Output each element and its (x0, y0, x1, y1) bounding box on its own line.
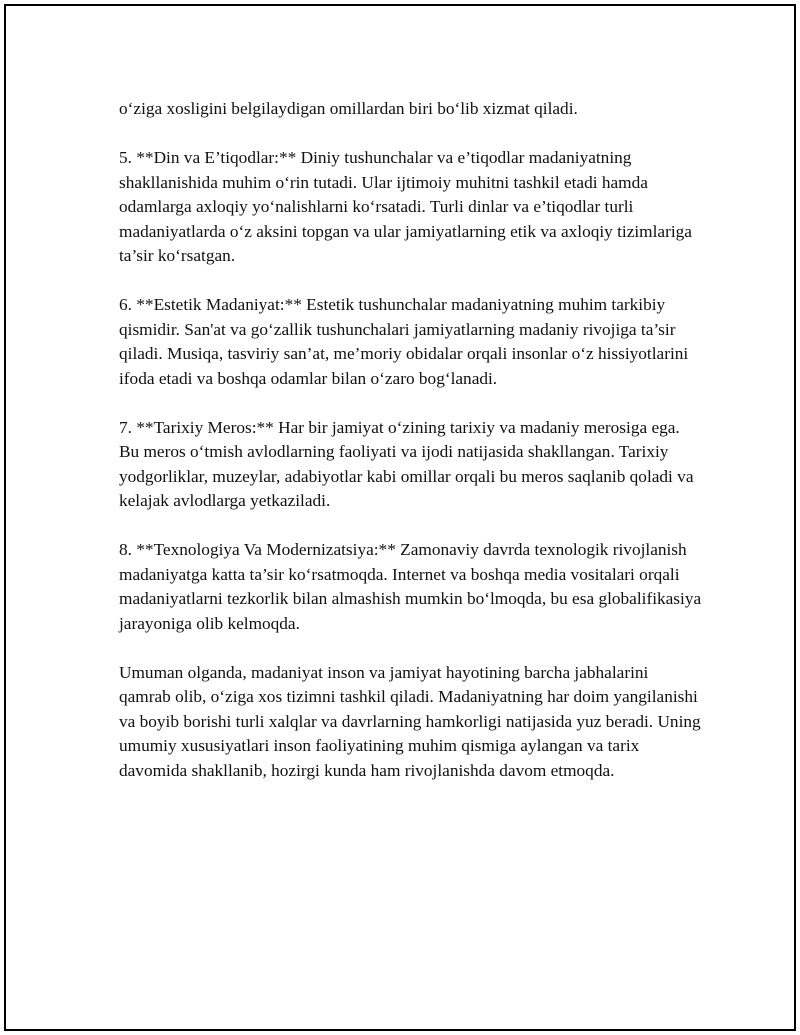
paragraph-conclusion: Umuman olganda, madaniyat inson va jamiyat hayotining barcha jabhalarini qamrab olib, oʻziga xos tizimni tashkil qiladi. Madaniyatning har doim yangilanishi va boyib borishi turli xalqlar va davrlarning hamkorligi natijasida yuz beradi. Uning umumiy xususiyatlari inson faoliyatining muhim qismiga aylangan va tarix davomida shakllanib, hozirgi kunda ham rivojlanishda davom etmoqda. (119, 662, 701, 780)
paragraph-din-va-etiqodlar: 5. **Din va E’tiqodlar:** Diniy tushunchalar va e’tiqodlar madaniyatning shakllanishida muhim oʻrin tutadi. Ular ijtimoiy muhitni tashkil etadi hamda odamlarga axloqiy yoʻnalishlarni koʻrsatadi. Turli dinlar va e’tiqodlar turli madaniyatlarda oʻz aksini topgan va ular jamiyatlarning etik va axloqiy tizimlariga ta’sir koʻrsatgan. (119, 148, 692, 265)
page-frame (4, 4, 796, 1031)
paragraph-tarixiy-meros: 7. **Tarixiy Meros:** Har bir jamiyat oʻzining tarixiy va madaniy merosiga ega. Bu meros oʻtmish avlodlarning faoliyati va ijodi natijasida shakllangan. Tarixiy yodgorliklar, muzeylar, adabiyotlar kabi omillar orqali bu meros saqlanib qoladi va kelajak avlodlarga yetkaziladi. (119, 417, 694, 510)
paragraph-continuation: oʻziga xosligini belgilaydigan omillardan biri boʻlib xizmat qiladi. (119, 99, 578, 118)
document-body (119, 97, 704, 808)
paragraph-estetik-madaniyat: 6. **Estetik Madaniyat:** Estetik tushunchalar madaniyatning muhim tarkibiy qismidir. San'at va goʻzallik tushunchalari jamiyatlarning madaniy rivojiga ta’sir qiladi. Musiqa, tasviriy san’at, me’moriy obidalar orqali insonlar oʻz hissiyotlarini ifoda etadi va boshqa odamlar bilan oʻzaro bogʻlanadi. (119, 295, 689, 388)
paragraph-texnologiya-va-modernizatsiya: 8. **Texnologiya Va Modernizatsiya:** Zamonaviy davrda texnologik rivojlanish madaniyatga katta ta’sir koʻrsatmoqda. Internet va boshqa media vositalari orqali madaniyatlarni tezkorlik bilan almashish mumkin boʻlmoqda, bu esa globalifikasiya jarayoniga olib kelmoqda. (119, 540, 702, 633)
